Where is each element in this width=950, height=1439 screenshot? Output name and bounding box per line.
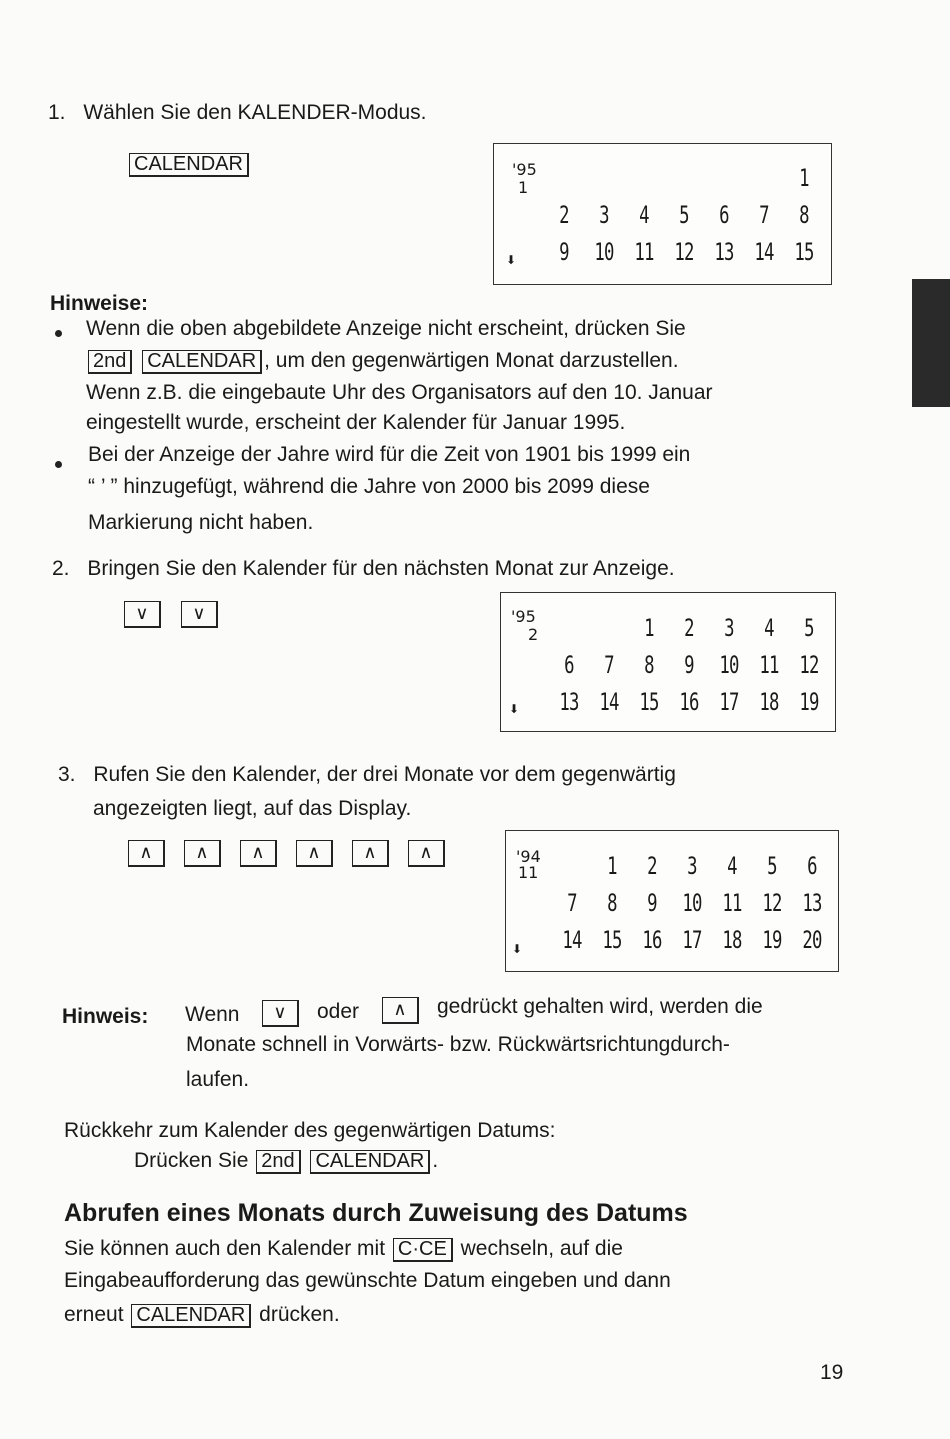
calendar-row [552, 884, 832, 921]
calendar-day: 11 [759, 650, 779, 679]
step-text: Rufen Sie den Kalender, der drei Monate vor dem gegenwärtig [93, 763, 676, 786]
calendar-day: 6 [564, 650, 574, 679]
calendar-day: 14 [562, 925, 582, 954]
step-3 [58, 762, 676, 787]
calendar-grid [549, 609, 829, 720]
display-month: 1 [518, 178, 529, 197]
note1-line2 [86, 348, 679, 374]
calendar-key[interactable]: CALENDAR [142, 350, 262, 374]
calendar-day: 8 [799, 200, 809, 229]
down-key[interactable]: ∨ [181, 601, 218, 628]
step-text: Wählen Sie den KALENDER-Modus. [83, 101, 427, 124]
section-line3-pre: erneut [64, 1303, 124, 1326]
second-key[interactable]: 2nd [256, 1150, 300, 1174]
calendar-day: 4 [639, 200, 649, 229]
calendar-day: 20 [802, 925, 822, 954]
down-key[interactable]: ∨ [262, 1000, 299, 1027]
calendar-day: 13 [802, 888, 822, 917]
down-arrow-icon: ⬇ [506, 253, 517, 267]
calendar-key[interactable]: CALENDAR [310, 1150, 430, 1174]
hinweis-line1-c: gedrückt gehalten wird, werden die [437, 995, 763, 1018]
calendar-display-feb-1995 [500, 592, 836, 732]
calendar-day: 12 [762, 888, 782, 917]
display-year: '94 [516, 847, 541, 866]
section-line2: Eingabeaufforderung das gewünschte Datum eingeben und dann [64, 1269, 671, 1292]
up-key[interactable]: ∧ [296, 840, 333, 867]
calendar-grid [552, 847, 832, 958]
calendar-day: 10 [719, 650, 739, 679]
calendar-day: 3 [599, 200, 609, 229]
calendar-day: 14 [754, 237, 774, 266]
calendar-day: 8 [644, 650, 654, 679]
calendar-day: 17 [719, 687, 739, 716]
calendar-day: 2 [684, 613, 694, 642]
step-number: 2. [52, 557, 70, 580]
hinweis-line1-b: oder [317, 1000, 360, 1023]
display-month: 2 [528, 625, 539, 644]
section-heading: Abrufen eines Monats durch Zuweisung des Datums [64, 1199, 688, 1227]
section-line1-pre: Sie können auch den Kalender mit [64, 1237, 386, 1260]
calendar-day: 5 [804, 613, 814, 642]
calendar-row [549, 646, 829, 683]
cce-key[interactable]: C·CE [393, 1238, 453, 1262]
calendar-day: 10 [594, 237, 614, 266]
page-number: 19 [820, 1361, 844, 1384]
return-line1: Rückkehr zum Kalender des gegenwärtigen Datums: [64, 1119, 556, 1142]
calendar-day: 15 [794, 237, 814, 266]
return-line2 [134, 1148, 438, 1174]
calendar-key-label: CALENDAR [129, 153, 249, 177]
calendar-day: 17 [682, 925, 702, 954]
calendar-key[interactable]: CALENDAR [131, 1304, 251, 1328]
down-arrow-icon: ⬇ [512, 942, 523, 956]
calendar-day: 11 [634, 237, 654, 266]
bullet [55, 330, 62, 337]
calendar-day: 8 [607, 888, 617, 917]
calendar-day: 1 [607, 851, 617, 880]
step-1 [48, 100, 427, 125]
up-key[interactable]: ∧ [184, 840, 221, 867]
section-line1-post: wechseln, auf die [460, 1237, 623, 1260]
up-key[interactable]: ∧ [128, 840, 165, 867]
return-line2-post: . [432, 1149, 439, 1172]
hinweis-line3: laufen. [186, 1068, 250, 1091]
calendar-day: 1 [644, 613, 654, 642]
step-3-line2: angezeigten liegt, auf das Display. [93, 797, 412, 820]
calendar-row [549, 609, 829, 646]
calendar-day: 13 [559, 687, 579, 716]
calendar-day: 19 [799, 687, 819, 716]
calendar-day: 11 [722, 888, 742, 917]
note2-line1: Bei der Anzeige der Jahre wird für die Zeit von 1901 bis 1999 ein [88, 443, 691, 466]
up-key[interactable]: ∧ [382, 997, 419, 1024]
calendar-day: 14 [599, 687, 619, 716]
calendar-row [544, 196, 824, 233]
calendar-row [544, 233, 824, 270]
hinweis-line2: Monate schnell in Vorwärts- bzw. Rückwärtsrichtungdurch- [186, 1033, 730, 1056]
calendar-day: 13 [714, 237, 734, 266]
calendar-row [549, 683, 829, 720]
calendar-day: 19 [762, 925, 782, 954]
down-key[interactable]: ∨ [124, 601, 161, 628]
calendar-day: 3 [724, 613, 734, 642]
step-number: 3. [58, 763, 76, 786]
calendar-day: 4 [727, 851, 737, 880]
calendar-display-nov-1994 [505, 830, 839, 972]
down-arrow-icon: ⬇ [509, 702, 520, 716]
calendar-day: 12 [799, 650, 819, 679]
calendar-key[interactable] [127, 152, 251, 177]
calendar-day: 7 [604, 650, 614, 679]
display-month: 11 [518, 863, 539, 882]
second-key[interactable]: 2nd [88, 350, 132, 374]
calendar-day: 15 [639, 687, 659, 716]
hinweis-title: Hinweis: [62, 1005, 149, 1028]
note1-line3: Wenn z.B. die eingebaute Uhr des Organisators auf den 10. Januar [86, 381, 713, 404]
calendar-day: 6 [807, 851, 817, 880]
calendar-day: 4 [764, 613, 774, 642]
calendar-day: 9 [647, 888, 657, 917]
step-2 [52, 556, 675, 581]
calendar-grid [544, 159, 824, 270]
calendar-day: 5 [679, 200, 689, 229]
bullet [55, 461, 62, 468]
calendar-day: 9 [684, 650, 694, 679]
calendar-day: 3 [687, 851, 697, 880]
section-line3 [64, 1302, 340, 1328]
return-line2-pre: Drücken Sie [134, 1149, 249, 1172]
calendar-row [552, 921, 832, 958]
note2-line2: “ ’ ” hinzugefügt, während die Jahre von 2000 bis 2099 diese [88, 475, 650, 498]
note1-line1: Wenn die oben abgebildete Anzeige nicht erscheint, drücken Sie [86, 317, 686, 340]
section-line3-post: drücken. [259, 1303, 340, 1326]
up-key[interactable]: ∧ [240, 840, 277, 867]
calendar-row [552, 847, 832, 884]
calendar-day: 5 [767, 851, 777, 880]
display-year: '95 [511, 607, 536, 626]
up-key[interactable]: ∧ [352, 840, 389, 867]
section-line1 [64, 1236, 623, 1262]
section-tab-marker [912, 279, 950, 407]
calendar-day: 7 [567, 888, 577, 917]
step-text: Bringen Sie den Kalender für den nächsten Monat zur Anzeige. [87, 557, 675, 580]
calendar-day: 18 [722, 925, 742, 954]
up-key[interactable]: ∧ [408, 840, 445, 867]
calendar-day: 16 [679, 687, 699, 716]
display-year: '95 [512, 160, 537, 179]
calendar-display-jan-1995 [493, 143, 832, 285]
calendar-day: 9 [559, 237, 569, 266]
step-number: 1. [48, 101, 66, 124]
calendar-day: 1 [799, 163, 809, 192]
hinweis-line1-a: Wenn [185, 1003, 240, 1026]
calendar-day: 15 [602, 925, 622, 954]
calendar-day: 2 [647, 851, 657, 880]
note2-line3: Markierung nicht haben. [88, 511, 314, 534]
calendar-day: 2 [559, 200, 569, 229]
calendar-day: 16 [642, 925, 662, 954]
calendar-day: 6 [719, 200, 729, 229]
note1-line2-text: , um den gegenwärtigen Monat darzustellen. [264, 349, 679, 372]
notes-title: Hinweise: [50, 292, 149, 315]
calendar-day: 12 [674, 237, 694, 266]
calendar-day: 7 [759, 200, 769, 229]
calendar-row [544, 159, 824, 196]
note1-line4: eingestellt wurde, erscheint der Kalender für Januar 1995. [86, 411, 626, 434]
calendar-day: 10 [682, 888, 702, 917]
calendar-day: 18 [759, 687, 779, 716]
